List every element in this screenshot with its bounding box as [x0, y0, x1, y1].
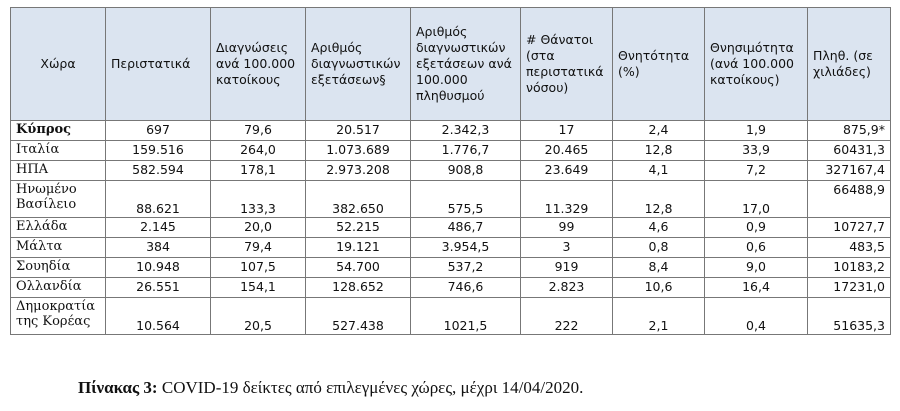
cell-population: 17231,0: [808, 278, 891, 298]
table-header-row: [11, 8, 891, 121]
cell-case-fatality: 10,6: [613, 278, 705, 298]
cell-tests-per-100k: 1021,5: [411, 298, 521, 335]
cell-country: Ιταλία: [11, 141, 106, 161]
cell-mortality: 16,4: [705, 278, 808, 298]
header-diagnoses-per-100k: Διαγνώσεις ανά 100.000 κατοίκους: [211, 8, 306, 121]
cell-cases: 10.564: [106, 298, 211, 335]
cell-country: Ηνωμένο Βασίλειο: [11, 181, 106, 218]
cell-diagnoses-per-100k: 154,1: [211, 278, 306, 298]
cell-deaths: 99: [521, 218, 613, 238]
cell-case-fatality: 2,4: [613, 121, 705, 141]
caption-text: COVID-19 δείκτες από επιλεγμένες χώρες, μέχρι 14/04/2020.: [157, 378, 584, 397]
cell-diagnoses-per-100k: 264,0: [211, 141, 306, 161]
cell-mortality: 7,2: [705, 161, 808, 181]
header-cases: Περιστατικά: [106, 8, 211, 121]
cell-deaths: 2.823: [521, 278, 613, 298]
cell-tests: 128.652: [306, 278, 411, 298]
table-row: [11, 278, 891, 298]
cell-tests-per-100k: 1.776,7: [411, 141, 521, 161]
cell-population: 483,5: [808, 238, 891, 258]
cell-country: Δημοκρατία της Κορέας: [11, 298, 106, 335]
table-caption: [78, 378, 583, 398]
cell-country: Ελλάδα: [11, 218, 106, 238]
cell-tests-per-100k: 908,8: [411, 161, 521, 181]
cell-diagnoses-per-100k: 79,4: [211, 238, 306, 258]
header-population: Πληθ. (σε χιλιάδες): [808, 8, 891, 121]
cell-tests-per-100k: 537,2: [411, 258, 521, 278]
cell-deaths: 17: [521, 121, 613, 141]
cell-country: Ολλανδία: [11, 278, 106, 298]
cell-tests: 382.650: [306, 181, 411, 218]
cell-diagnoses-per-100k: 133,3: [211, 181, 306, 218]
cell-country: Σουηδία: [11, 258, 106, 278]
cell-case-fatality: 12,8: [613, 141, 705, 161]
table-row: [11, 238, 891, 258]
cell-tests-per-100k: 575,5: [411, 181, 521, 218]
header-tests-per-100k: Αριθμός διαγνωστικών εξετάσεων ανά 100.000 πληθυσμού: [411, 8, 521, 121]
cell-mortality: 0,4: [705, 298, 808, 335]
cell-cases: 10.948: [106, 258, 211, 278]
cell-tests-per-100k: 2.342,3: [411, 121, 521, 141]
cell-tests: 20.517: [306, 121, 411, 141]
cell-case-fatality: 2,1: [613, 298, 705, 335]
table-row: [11, 298, 891, 335]
cell-deaths: 23.649: [521, 161, 613, 181]
cell-population: 51635,3: [808, 298, 891, 335]
cell-case-fatality: 12,8: [613, 181, 705, 218]
cell-country: ΗΠΑ: [11, 161, 106, 181]
cell-mortality: 33,9: [705, 141, 808, 161]
cell-mortality: 9,0: [705, 258, 808, 278]
cell-mortality: 0,9: [705, 218, 808, 238]
table-row: [11, 181, 891, 218]
cell-tests: 54.700: [306, 258, 411, 278]
header-tests: Αριθμός διαγνωστικών εξετάσεων§: [306, 8, 411, 121]
cell-deaths: 11.329: [521, 181, 613, 218]
cell-cases: 697: [106, 121, 211, 141]
cell-tests: 52.215: [306, 218, 411, 238]
cell-population: 60431,3: [808, 141, 891, 161]
cell-diagnoses-per-100k: 79,6: [211, 121, 306, 141]
caption-label: Πίνακας 3:: [78, 378, 158, 397]
cell-case-fatality: 4,1: [613, 161, 705, 181]
cell-diagnoses-per-100k: 107,5: [211, 258, 306, 278]
table-row: [11, 161, 891, 181]
cell-population: 66488,9: [808, 181, 891, 218]
cell-tests: 19.121: [306, 238, 411, 258]
cell-case-fatality: 4,6: [613, 218, 705, 238]
cell-mortality: 17,0: [705, 181, 808, 218]
covid-indicators-table: [10, 7, 891, 335]
cell-deaths: 222: [521, 298, 613, 335]
table-row: [11, 218, 891, 238]
cell-diagnoses-per-100k: 178,1: [211, 161, 306, 181]
table-row: [11, 121, 891, 141]
cell-deaths: 3: [521, 238, 613, 258]
cell-tests: 1.073.689: [306, 141, 411, 161]
cell-cases: 159.516: [106, 141, 211, 161]
cell-country: Μάλτα: [11, 238, 106, 258]
cell-diagnoses-per-100k: 20,5: [211, 298, 306, 335]
cell-tests-per-100k: 486,7: [411, 218, 521, 238]
header-case-fatality: Θνητότητα (%): [613, 8, 705, 121]
cell-population: 10727,7: [808, 218, 891, 238]
cell-tests: 2.973.208: [306, 161, 411, 181]
cell-cases: 26.551: [106, 278, 211, 298]
cell-cases: 88.621: [106, 181, 211, 218]
cell-cases: 582.594: [106, 161, 211, 181]
cell-case-fatality: 8,4: [613, 258, 705, 278]
cell-mortality: 1,9: [705, 121, 808, 141]
cell-mortality: 0,6: [705, 238, 808, 258]
cell-deaths: 20.465: [521, 141, 613, 161]
header-mortality: Θνησιμότητα (ανά 100.000 κατοίκους): [705, 8, 808, 121]
header-deaths: # Θάνατοι (στα περιστατικά νόσου): [521, 8, 613, 121]
cell-diagnoses-per-100k: 20,0: [211, 218, 306, 238]
cell-cases: 2.145: [106, 218, 211, 238]
cell-tests: 527.438: [306, 298, 411, 335]
cell-population: 875,9*: [808, 121, 891, 141]
cell-country: Κύπρος: [11, 121, 106, 141]
table-row: [11, 258, 891, 278]
cell-tests-per-100k: 746,6: [411, 278, 521, 298]
cell-tests-per-100k: 3.954,5: [411, 238, 521, 258]
cell-deaths: 919: [521, 258, 613, 278]
table-row: [11, 141, 891, 161]
cell-population: 327167,4: [808, 161, 891, 181]
cell-population: 10183,2: [808, 258, 891, 278]
cell-cases: 384: [106, 238, 211, 258]
cell-case-fatality: 0,8: [613, 238, 705, 258]
header-country: Χώρα: [11, 8, 106, 121]
